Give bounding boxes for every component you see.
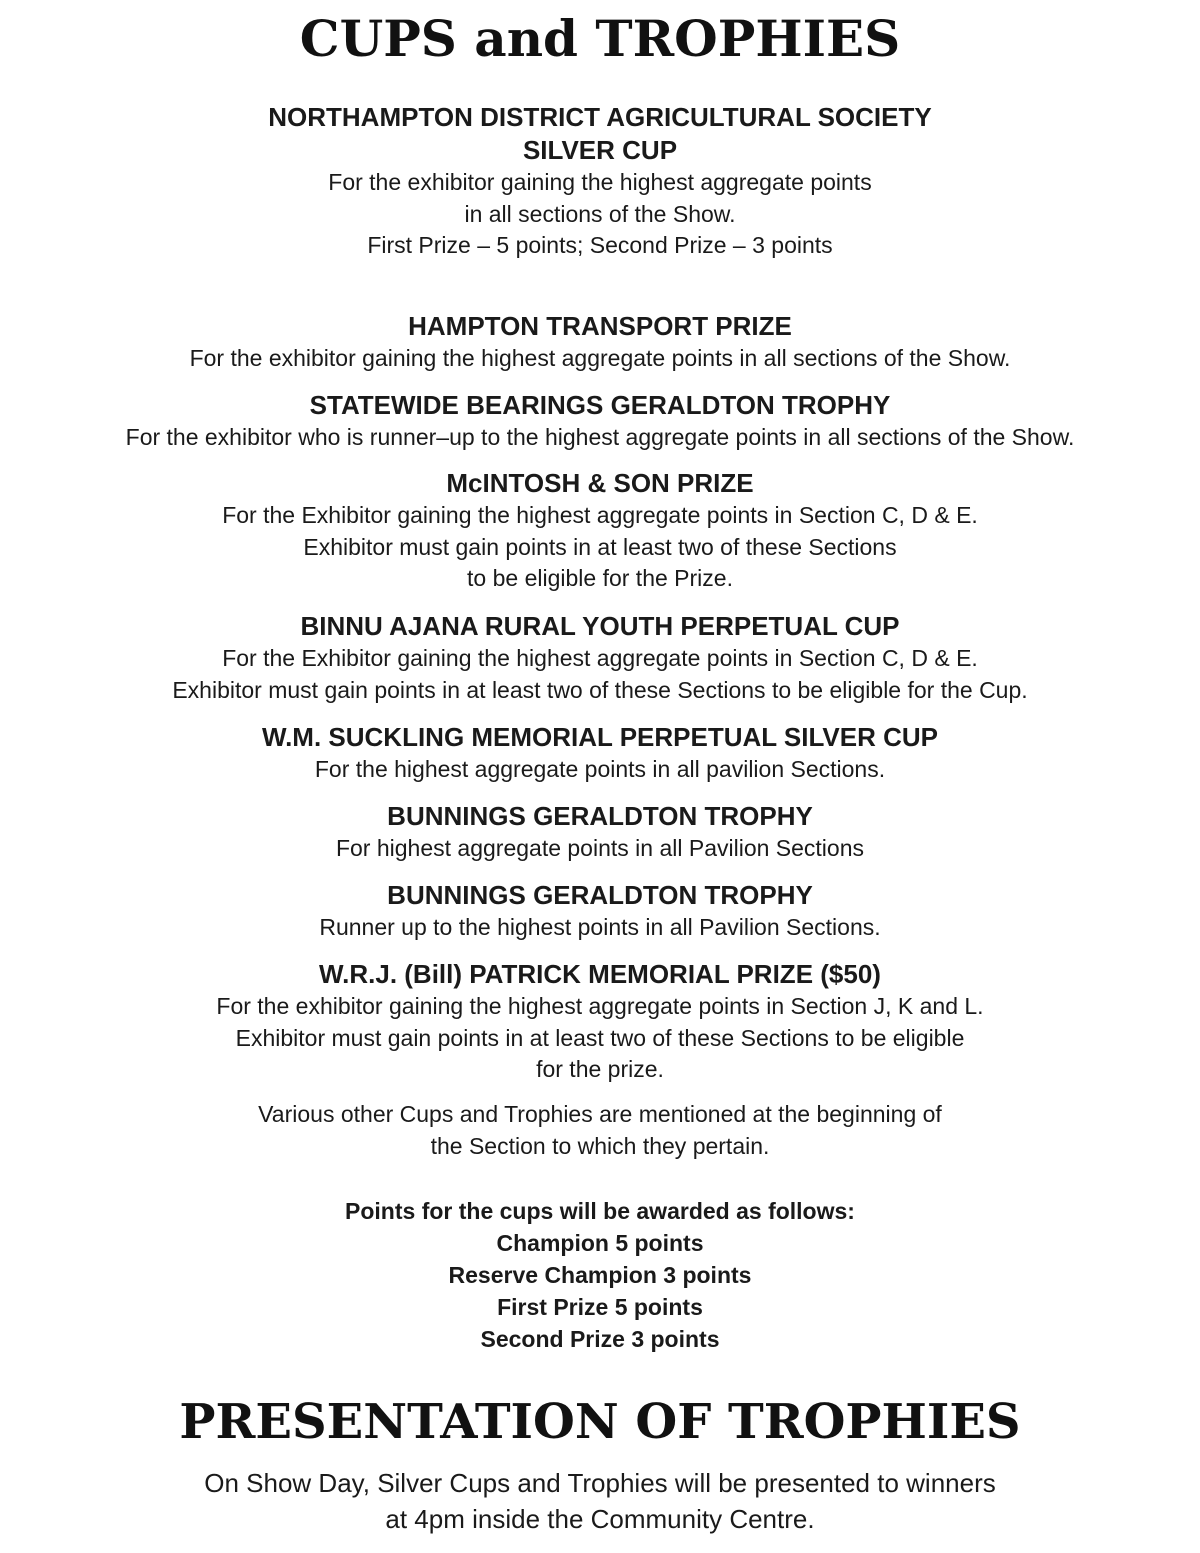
award-heading: BINNU AJANA RURAL YOUTH PERPETUAL CUP [300, 611, 900, 641]
presentation-line: On Show Day, Silver Cups and Trophies will be presented to winners [204, 1468, 996, 1498]
award-description: First Prize – 5 points; Second Prize – 3 points [367, 232, 833, 258]
award-mcintosh-son-prize [0, 466, 1200, 595]
points-intro: Points for the cups will be awarded as follows: [345, 1198, 855, 1224]
note-line: Various other Cups and Trophies are mentioned at the beginning of [258, 1101, 942, 1127]
award-heading: BUNNINGS GERALDTON TROPHY [387, 801, 813, 831]
award-description: For the exhibitor gaining the highest aggregate points [328, 169, 872, 195]
award-heading: STATEWIDE BEARINGS GERALDTON TROPHY [309, 390, 891, 420]
presentation-details [0, 1465, 1200, 1537]
points-list [0, 1195, 1200, 1355]
points-item: Second Prize 3 points [480, 1326, 720, 1352]
award-description: For the exhibitor gaining the highest aggregate points in all sections of the Show. [189, 345, 1011, 371]
award-description: in all sections of the Show. [464, 200, 736, 227]
page-title: CUPS and TROPHIES [299, 9, 901, 68]
points-item: First Prize 5 points [497, 1294, 703, 1320]
award-description: Exhibitor must gain points in at least two of these Sections [303, 533, 897, 560]
award-northampton-silver-cup [0, 100, 1200, 262]
award-wm-suckling-cup [0, 720, 1200, 786]
award-description: For the exhibitor gaining the highest aggregate points in Section J, K and L. [216, 993, 984, 1019]
presentation-title: PRESENTATION OF TROPHIES [179, 1394, 1021, 1450]
award-bunnings-trophy-winner [0, 799, 1200, 865]
award-heading: McINTOSH & SON PRIZE [446, 468, 754, 498]
award-binnu-ajana-cup [0, 609, 1200, 706]
points-item: Reserve Champion 3 points [448, 1262, 752, 1288]
award-heading: HAMPTON TRANSPORT PRIZE [408, 311, 792, 341]
award-description: for the prize. [536, 1056, 664, 1082]
points-item: Champion 5 points [496, 1230, 704, 1256]
award-description: For the Exhibitor gaining the highest aggregate points in Section C, D & E. [222, 645, 978, 671]
award-description: For the Exhibitor gaining the highest aggregate points in Section C, D & E. [222, 502, 978, 528]
award-bunnings-trophy-runner-up [0, 878, 1200, 944]
award-description: For the highest aggregate points in all pavilion Sections. [314, 756, 886, 782]
award-description: Exhibitor must gain points in at least two of these Sections to be eligible [235, 1024, 965, 1051]
award-heading: W.M. SUCKLING MEMORIAL PERPETUAL SILVER CUP [261, 722, 939, 752]
presentation-line: at 4pm inside the Community Centre. [385, 1504, 815, 1534]
award-heading: NORTHAMPTON DISTRICT AGRICULTURAL SOCIETY [268, 102, 932, 132]
award-description: For the exhibitor who is runner–up to the highest aggregate points in all sections of the Show. [125, 424, 1075, 450]
note-line: the Section to which they pertain. [430, 1132, 770, 1159]
award-description: to be eligible for the Prize. [467, 565, 733, 591]
other-cups-note [0, 1099, 1200, 1162]
award-hampton-transport-prize [0, 309, 1200, 375]
award-wrj-patrick-prize [0, 957, 1200, 1086]
award-heading: W.R.J. (Bill) PATRICK MEMORIAL PRIZE ($50) [319, 959, 881, 989]
award-description: Runner up to the highest points in all Pavilion Sections. [319, 914, 881, 940]
award-heading: BUNNINGS GERALDTON TROPHY [387, 880, 813, 910]
award-description: Exhibitor must gain points in at least two of these Sections to be eligible for the Cup. [172, 676, 1028, 703]
award-description: For highest aggregate points in all Pavilion Sections [335, 835, 865, 861]
award-statewide-bearings-trophy [0, 388, 1200, 454]
award-heading: SILVER CUP [522, 135, 678, 165]
